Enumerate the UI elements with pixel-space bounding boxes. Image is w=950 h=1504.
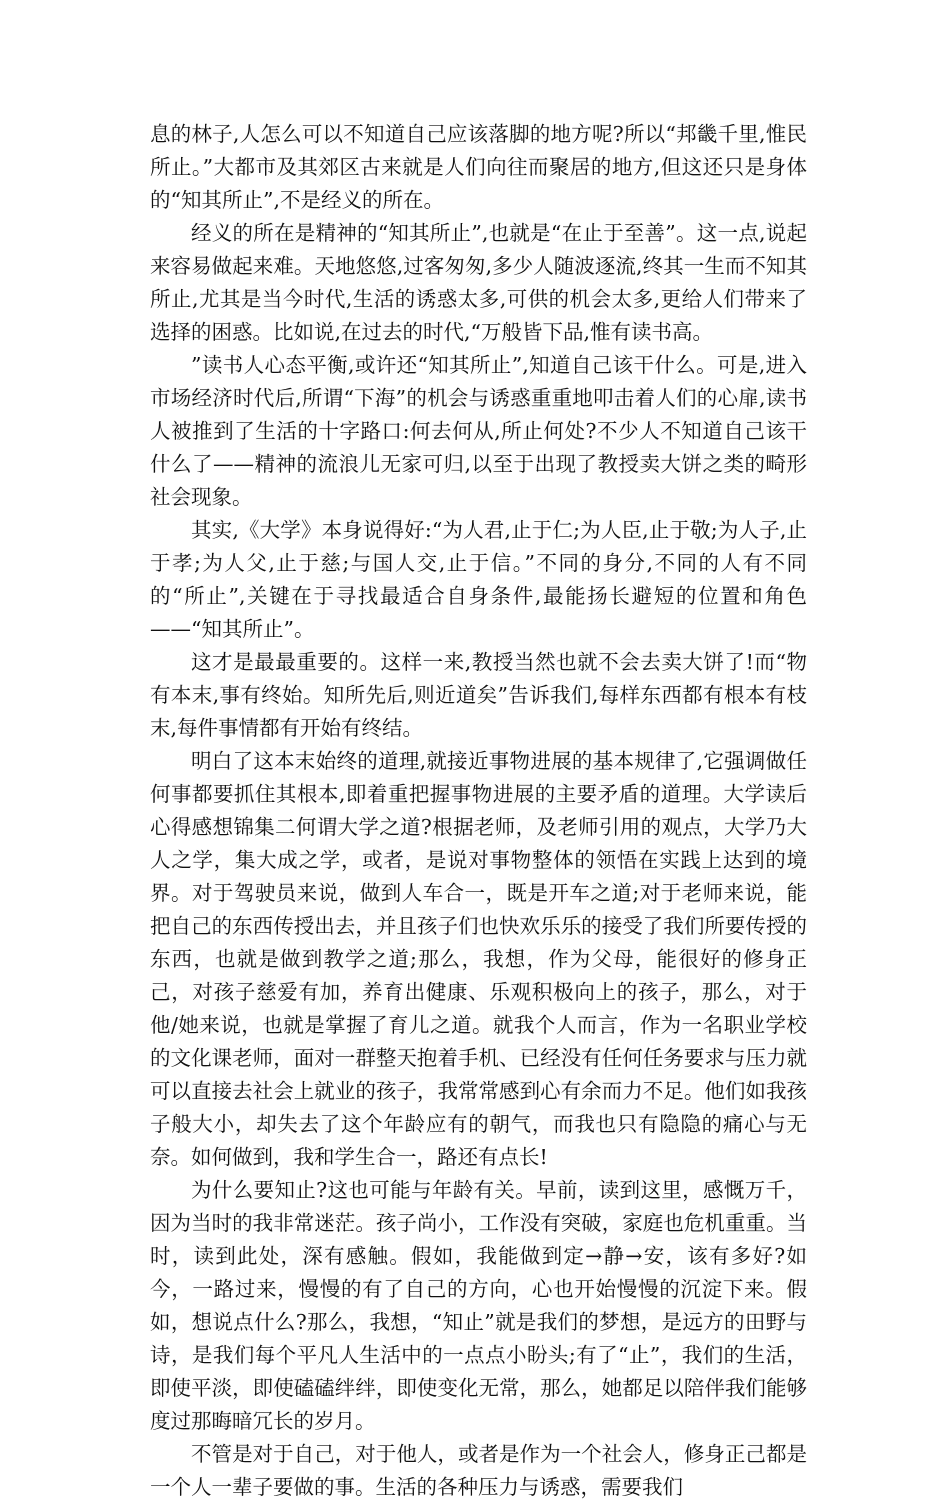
paragraph-3: ”读书人心态平衡,或许还“知其所止”,知道自己该干什么。可是,进入市场经济时代后,所谓“下海”的机会与诱惑重重地叩击着人们的心扉,读书人被推到了生活的十字路口:何去何从,所止何处?不少人不知道自己该干什么了——精神的流浪儿无家可归,以至于出现了教授卖大饼之类的畸形社会现象。	[150, 353, 807, 509]
paragraph-6: 明白了这本末始终的道理,就接近事物进展的基本规律了,它强调做任何事都要抓住其根本,即着重把握事物进展的主要矛盾的道理。大学读后心得感想锦集二何谓大学之道?根据老师，及老师引用的观点，大学乃大人之学，集大成之学，或者，是说对事物整体的领悟在实践上达到的境界。对于驾驶员来说，做到人车合一，既是开车之道;对于老师来说，能把自己的东西传授出去，并且孩子们也快欢乐乐的接受了我们所要传授的东西，也就是做到教学之道;那么，我想，作为父母，能很好的修身正己，对孩子慈爱有加，养育出健康、乐观积极向上的孩子，那么，对于他/她来说，也就是掌握了育儿之道。就我个人而言，作为一名职业学校的文化课老师，面对一群整天抱着手机、已经没有任何任务要求与压力就可以直接去社会上就业的孩子，我常常感到心有余而力不足。他们如我孩子般大小，却失去了这个年龄应有的朝气，而我也只有隐隐的痛心与无奈。如何做到，我和学生合一，路还有点长!	[150, 749, 807, 1169]
document-body	[150, 118, 807, 1504]
paragraph-1: 息的林子,人怎么可以不知道自己应该落脚的地方呢?所以“邦畿千里,惟民所止。”大都市及其郊区古来就是人们向往而聚居的地方,但这还只是身体的“知其所止”,不是经义的所在。	[150, 122, 807, 212]
paragraph-7: 为什么要知止?这也可能与年龄有关。早前，读到这里，感慨万千，因为当时的我非常迷茫。孩子尚小，工作没有突破，家庭也危机重重。当时，读到此处，深有感触。假如，我能做到定→静→安，该有多好?如今，一路过来，慢慢的有了自己的方向，心也开始慢慢的沉淀下来。假如，想说点什么?那么，我想，“知止”就是我们的梦想，是远方的田野与诗，是我们每个平凡人生活中的一点点小盼头;有了“止”，我们的生活，即使平淡，即使磕磕绊绊，即使变化无常，那么，她都足以陪伴我们能够度过那晦暗冗长的岁月。	[150, 1178, 807, 1433]
paragraph-8: 不管是对于自己，对于他人，或者是作为一个社会人，修身正己都是一个人一辈子要做的事。生活的各种压力与诱惑，需要我们	[150, 1442, 807, 1499]
paragraph-4: 其实,《大学》本身说得好:“为人君,止于仁;为人臣,止于敬;为人子,止于孝;为人父,止于慈;与国人交,止于信。”不同的身分,不同的人有不同的“所止”,关键在于寻找最适合自身条件,最能扬长避短的位置和角色——“知其所止”。	[150, 518, 807, 641]
paragraph-2: 经义的所在是精神的“知其所止”,也就是“在止于至善”。这一点,说起来容易做起来难。天地悠悠,过客匆匆,多少人随波逐流,终其一生而不知其所止,尤其是当今时代,生活的诱惑太多,可供的机会太多,更给人们带来了选择的困惑。比如说,在过去的时代,“万般皆下品,惟有读书高。	[150, 221, 807, 344]
paragraph-5: 这才是最最重要的。这样一来,教授当然也就不会去卖大饼了!而“物有本末,事有终始。知所先后,则近道矣”告诉我们,每样东西都有根本有枝末,每件事情都有开始有终结。	[150, 650, 807, 740]
